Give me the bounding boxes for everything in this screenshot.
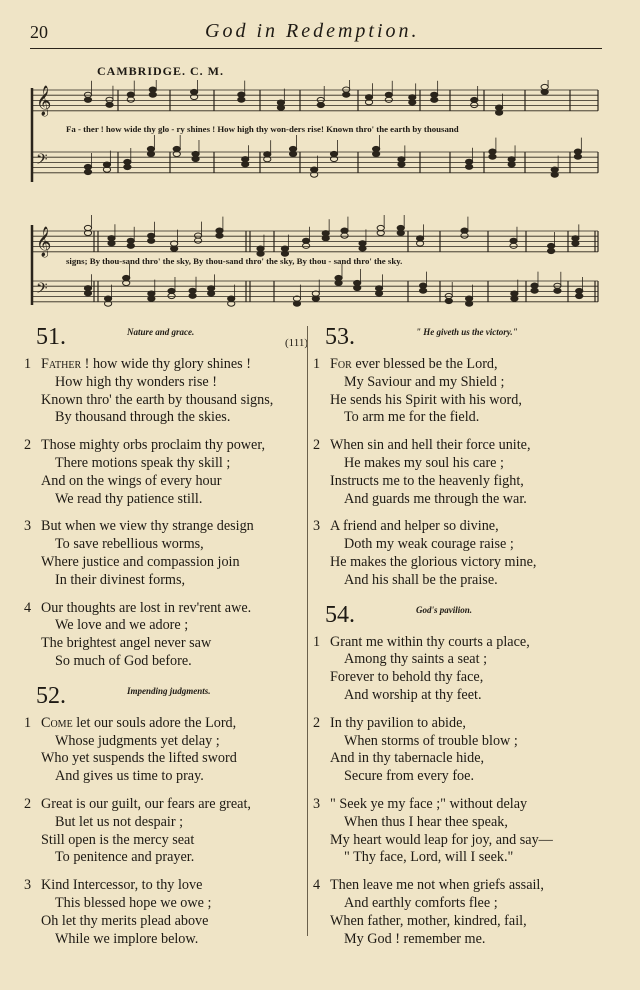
stanza-line: And his shall be the praise.: [344, 571, 498, 588]
stanza-line: My Saviour and my Shield ;: [344, 373, 505, 390]
stanza: [24, 356, 316, 427]
note-head: [572, 236, 579, 241]
note-head: [574, 149, 581, 154]
stanza-number: 1: [24, 714, 32, 731]
stanza-first-line: [24, 518, 316, 536]
note-head: [149, 92, 156, 97]
note-head: [554, 283, 561, 288]
note-head: [108, 236, 115, 241]
note-head: [311, 167, 318, 172]
note-head: [127, 92, 134, 97]
stanza-line: This blessed hope we owe ;: [55, 894, 212, 911]
note-head: [576, 288, 583, 293]
tune-name: CAMBRIDGE. C. M.: [97, 64, 224, 78]
stanza-number: 3: [24, 518, 32, 535]
note-head: [238, 97, 245, 102]
hymn-title: Impending judgments.: [127, 685, 211, 696]
stanza-number: 3: [313, 795, 321, 812]
note-head: [551, 167, 558, 172]
note-head: [511, 296, 518, 301]
note-head: [508, 157, 515, 162]
note-head: [531, 283, 538, 288]
hymn-number: 51.: [36, 324, 66, 350]
note-head: [508, 162, 515, 167]
stanza-line: He sends his Spirit with his word,: [330, 391, 522, 408]
stanza-initial-word: Come: [41, 714, 73, 731]
note-head: [216, 228, 223, 233]
hymn-53: [313, 322, 605, 590]
note-head: [104, 296, 111, 301]
note-head: [303, 238, 310, 243]
right-column: [313, 322, 605, 958]
stanza-first-line: [313, 877, 605, 895]
stanza-initial-word: Father: [41, 356, 82, 372]
note-head: [208, 286, 215, 291]
note-head: [548, 248, 555, 253]
stanza-line-text: ever blessed be the Lord,: [355, 356, 498, 372]
note-head: [216, 233, 223, 238]
stanza-line-text: Grant me within thy courts a place,: [330, 633, 530, 650]
note-head: [106, 97, 113, 102]
note-head: [106, 102, 113, 107]
stanza-number: 2: [313, 714, 321, 731]
note-head: [431, 97, 438, 102]
stanza-line: So much of God before.: [55, 652, 192, 669]
treble-clef: 𝄞: [36, 227, 52, 257]
stanza: [313, 715, 605, 786]
note-head: [147, 151, 154, 156]
stanza-first-line: [313, 356, 605, 374]
stanza-first-line: [313, 437, 605, 455]
note-head: [471, 102, 478, 107]
stanza-line: The brightest angel never saw: [41, 635, 212, 652]
note-head: [461, 233, 468, 238]
left-column: [24, 322, 316, 958]
hymn-meter: (111): [284, 337, 308, 349]
note-head: [84, 169, 91, 174]
stanza-line: He makes my soul his care ;: [344, 454, 504, 471]
note-head: [354, 280, 361, 285]
stanza-line: And on the wings of every hour: [41, 472, 222, 489]
note-head: [124, 164, 131, 169]
note-head: [365, 95, 372, 100]
note-head: [148, 233, 155, 238]
stanza: [313, 877, 605, 948]
note-head: [194, 238, 201, 243]
note-head: [341, 233, 348, 238]
note-head: [574, 154, 581, 159]
note-head: [572, 241, 579, 246]
stanza-line-text: " Seek ye my face ;" without delay: [330, 795, 528, 812]
note-head: [127, 238, 134, 243]
stanza: [313, 796, 605, 867]
stanza: [24, 600, 316, 671]
note-head: [373, 151, 380, 156]
stanza-line: My God ! remember me.: [344, 930, 486, 947]
note-head: [385, 97, 392, 102]
hymn-title: " He giveth us the victory.": [416, 327, 518, 337]
note-head: [277, 105, 284, 110]
stanza-line: To penitence and prayer.: [55, 849, 195, 866]
note-head: [238, 92, 245, 97]
note-head: [127, 97, 134, 102]
stanza: [24, 518, 316, 589]
note-head: [373, 146, 380, 151]
note-head: [489, 154, 496, 159]
music-system-1: [28, 80, 602, 192]
stanza-line: And guards me through the war.: [344, 490, 527, 507]
note-head: [127, 243, 134, 248]
stanza-first-line: [313, 715, 605, 733]
note-head: [208, 291, 215, 296]
stanza-first-line: [24, 356, 316, 374]
note-head: [148, 296, 155, 301]
hymn-54: [313, 600, 605, 949]
note-head: [330, 151, 337, 156]
note-head: [341, 228, 348, 233]
note-head: [576, 293, 583, 298]
note-head: [148, 238, 155, 243]
stanza: [24, 877, 316, 948]
tune-lyrics-line-2: signs; By thou-sand thro' the sky, By thou-sand thro' the sky, By thou - sand thro' the sky.: [66, 256, 403, 266]
stanza-line: There motions speak thy skill ;: [55, 454, 231, 471]
stanza-first-line: [24, 437, 316, 455]
stanza-line: In their divinest forms,: [55, 571, 186, 588]
stanza-line: Known thro' the earth by thousand signs,: [41, 391, 274, 408]
page-number: 20: [30, 22, 48, 42]
stanza-line: And gives us time to pray.: [55, 768, 204, 785]
stanza-line: And earthly comforts flee ;: [344, 894, 498, 911]
hymn-header: [313, 600, 605, 634]
stanza-line: And in thy tabernacle hide,: [330, 750, 485, 767]
note-head: [124, 159, 131, 164]
hymn-51: [24, 322, 316, 671]
note-head: [420, 288, 427, 293]
note-head: [416, 236, 423, 241]
note-head: [354, 285, 361, 290]
note-head: [496, 105, 503, 110]
stanza-line-text: In thy pavilion to abide,: [330, 714, 466, 731]
note-head: [431, 92, 438, 97]
stanza-initial-word: For: [330, 356, 352, 372]
note-head: [293, 301, 300, 306]
stanza-line-text: A friend and helper so divine,: [330, 518, 499, 535]
note-head: [397, 230, 404, 235]
note-head: [264, 152, 271, 157]
stanza-line: Secure from every foe.: [344, 768, 474, 785]
stanza-number: 2: [24, 437, 32, 454]
note-head: [84, 225, 91, 230]
stanza-number: 1: [313, 356, 321, 372]
note-head: [84, 97, 91, 102]
stanza-line-text: ! how wide thy glory shines !: [84, 356, 251, 372]
note-head: [168, 288, 175, 293]
note-head: [548, 243, 555, 248]
note-head: [289, 146, 296, 151]
note-head: [303, 243, 310, 248]
note-head: [466, 164, 473, 169]
stanza-number: 2: [313, 437, 321, 454]
note-head: [191, 89, 198, 94]
note-head: [343, 87, 350, 92]
note-head: [489, 149, 496, 154]
stanza-line-text: When sin and hell their force unite,: [330, 437, 531, 454]
stanza-first-line: [24, 877, 316, 895]
stanza-number: 2: [24, 795, 32, 812]
stanza-line: Instructs me to the heavenly fight,: [330, 472, 524, 489]
stanza: [313, 518, 605, 589]
note-head: [228, 296, 235, 301]
stanza-line: But let us not despair ;: [55, 813, 184, 830]
stanza-first-line: [24, 715, 316, 733]
hymn-number: 54.: [325, 601, 355, 628]
stanza-number: 4: [313, 877, 321, 894]
note-head: [189, 288, 196, 293]
note-head: [289, 151, 296, 156]
hymn-52: [24, 681, 316, 949]
note-head: [551, 172, 558, 177]
hymn-number: 53.: [325, 324, 355, 350]
stanza-line: Still open is the mercy seat: [41, 831, 195, 848]
note-head: [510, 243, 517, 248]
stanza-line-text: Those mighty orbs proclaim thy power,: [41, 437, 266, 454]
note-head: [84, 291, 91, 296]
hymn-header: [24, 322, 316, 356]
header-rule: [30, 48, 602, 49]
stanza-number: 4: [24, 599, 32, 616]
note-head: [189, 293, 196, 298]
stanza-first-line: [24, 796, 316, 814]
note-head: [173, 146, 180, 151]
note-head: [335, 280, 342, 285]
note-head: [409, 95, 416, 100]
note-head: [343, 92, 350, 97]
hymn-title: God's pavilion.: [416, 604, 473, 615]
note-head: [335, 275, 342, 280]
stanza-line-text: But when we view thy strange design: [41, 518, 254, 535]
stanza-line: When father, mother, kindred, fail,: [330, 912, 527, 929]
stanza: [313, 437, 605, 508]
note-head: [192, 151, 199, 156]
stanza-line: To arm me for the field.: [344, 409, 480, 426]
stanza-line: How high thy wonders rise !: [55, 373, 217, 390]
note-head: [466, 159, 473, 164]
note-head: [312, 296, 319, 301]
note-head: [84, 286, 91, 291]
note-head: [511, 291, 518, 296]
stanza-line: Whose judgments yet delay ;: [55, 732, 220, 749]
stanza-line: Oh let thy merits plead above: [41, 912, 209, 929]
treble-clef: 𝄞: [36, 86, 52, 116]
stanza-number: 3: [313, 518, 321, 535]
stanza: [313, 356, 605, 427]
stanza-line: When thus I hear thee speak,: [344, 813, 508, 830]
stanza-number: 1: [24, 356, 32, 372]
stanza-line: While we implore below.: [55, 930, 199, 947]
stanza-line: By thousand through the skies.: [55, 409, 231, 426]
note-head: [445, 293, 452, 298]
column-divider: [307, 326, 308, 936]
stanza-line-text: Then leave me not when griefs assail,: [330, 877, 544, 894]
note-head: [375, 286, 382, 291]
stanza-line: " Thy face, Lord, will I seek.": [344, 849, 514, 866]
bass-clef: 𝄢: [36, 151, 48, 172]
stanza-line: Where justice and compassion join: [41, 553, 240, 570]
stanza-line: Doth my weak courage raise ;: [344, 536, 514, 553]
note-head: [409, 100, 416, 105]
note-head: [84, 164, 91, 169]
note-head: [398, 157, 405, 162]
stanza-line: We love and we adore ;: [55, 617, 189, 634]
stanza-first-line: [313, 518, 605, 536]
note-head: [359, 246, 366, 251]
bass-clef: 𝄢: [36, 280, 48, 301]
note-head: [123, 275, 130, 280]
staff-notation-1: [28, 80, 602, 192]
note-head: [420, 283, 427, 288]
note-head: [541, 84, 548, 89]
stanza-first-line: [313, 796, 605, 814]
note-head: [466, 296, 473, 301]
stanza-line-text: Our thoughts are lost in rev'rent awe.: [41, 599, 252, 616]
stanza-first-line: [313, 634, 605, 652]
note-head: [322, 236, 329, 241]
stanza-line: To save rebellious worms,: [55, 536, 204, 553]
note-head: [554, 288, 561, 293]
stanza: [313, 634, 605, 705]
hymn-header: [24, 681, 316, 715]
note-head: [531, 288, 538, 293]
note-head: [281, 246, 288, 251]
stanza-line: My heart would leap for joy, and say—: [330, 831, 553, 848]
stanza: [24, 715, 316, 786]
note-head: [496, 110, 503, 115]
stanza-line: We read thy patience still.: [55, 490, 203, 507]
stanza: [24, 796, 316, 867]
note-head: [242, 157, 249, 162]
note-head: [541, 89, 548, 94]
stanza-number: 3: [24, 877, 32, 894]
note-head: [277, 100, 284, 105]
hymn-number: 52.: [36, 682, 66, 709]
stanza-line-text: Kind Intercessor, to thy love: [41, 877, 203, 894]
note-head: [397, 225, 404, 230]
note-head: [194, 233, 201, 238]
note-head: [385, 92, 392, 97]
note-head: [103, 162, 110, 167]
note-head: [322, 231, 329, 236]
note-head: [147, 146, 154, 151]
tune-lyrics-line-1: Fa - ther ! how wide thy glo - ry shines ! How high thy won-ders rise! Known thro' the earth by thousand: [66, 124, 459, 134]
stanza-line-text: let our souls adore the Lord,: [76, 714, 237, 731]
stanza-line: Among thy saints a seat ;: [344, 651, 488, 668]
stanza-number: 1: [313, 633, 321, 650]
note-head: [471, 97, 478, 102]
note-head: [359, 241, 366, 246]
note-head: [171, 246, 178, 251]
stanza-line: Who yet suspends the lifted sword: [41, 750, 237, 767]
note-head: [149, 87, 156, 92]
stanza-line: He makes the glorious victory mine,: [330, 553, 537, 570]
stanza-line: And worship at thy feet.: [344, 686, 482, 703]
running-title: God in Redemption.: [205, 20, 420, 42]
note-head: [461, 228, 468, 233]
note-head: [466, 301, 473, 306]
note-head: [108, 241, 115, 246]
note-head: [257, 246, 264, 251]
note-head: [242, 162, 249, 167]
note-head: [192, 156, 199, 161]
stanza-line: When storms of trouble blow ;: [344, 732, 518, 749]
stanza: [24, 437, 316, 508]
note-head: [168, 293, 175, 298]
note-head: [377, 225, 384, 230]
stanza-line: Forever to behold thy face,: [330, 669, 484, 686]
note-head: [510, 238, 517, 243]
stanza-line-text: Great is our guilt, our fears are great,: [41, 795, 251, 812]
note-head: [375, 291, 382, 296]
hymn-title: Nature and grace.: [127, 327, 195, 337]
note-head: [148, 291, 155, 296]
note-head: [317, 102, 324, 107]
hymn-header: [313, 322, 605, 356]
stanza-first-line: [24, 600, 316, 618]
note-head: [398, 162, 405, 167]
note-head: [445, 298, 452, 303]
